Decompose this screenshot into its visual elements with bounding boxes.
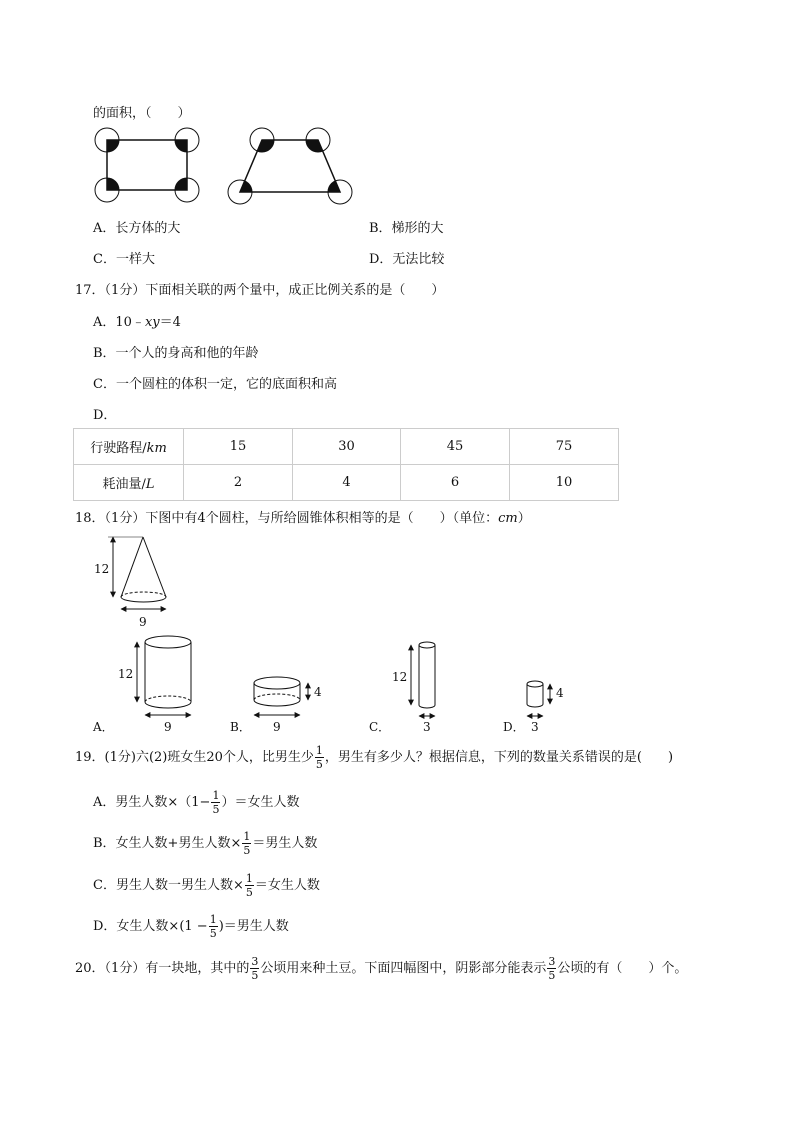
table-cell: 15: [184, 429, 293, 465]
q16-stem-tail: 的面积，（ ）: [93, 106, 191, 121]
table-cell: 30: [293, 429, 401, 465]
cone-diameter-label: 9: [139, 615, 147, 629]
cyl-c-option-label: C．: [369, 720, 391, 734]
cyl-c-height-label: 12: [392, 670, 408, 684]
cylinder-c-figure: [369, 642, 435, 734]
q17-option-b[interactable]: B．一个人的身高和他的年龄: [93, 346, 259, 361]
table-cell: 10: [510, 465, 619, 501]
q19-option-a[interactable]: A．男生人数×（1− $\frac{1}{5}$ ）＝女生人数: [93, 789, 300, 816]
cyl-a-diameter-label: 9: [164, 720, 172, 734]
q16-option-a[interactable]: A．长方体的大: [93, 221, 181, 236]
cone-height-label: 12: [94, 562, 110, 576]
cyl-d-option-label: D．: [503, 720, 525, 734]
q18-stem: 18．（1分）下图中有4个圆柱，与所给圆锥体积相等的是（ ）（单位：cm）: [75, 511, 531, 526]
row-header-distance: 行驶路程/km: [74, 429, 184, 465]
cylinder-a-figure: [92, 636, 191, 734]
q20-stem: 20．（1分）有一块地，其中的 $\frac{3}{5}$ 公顷用来种土豆。下面四幅图中，阴影部分能表示 $\frac{3}{5}$ 公顷的有（ ）个。: [75, 955, 688, 982]
cyl-b-height-label: 4: [314, 685, 322, 699]
q19-option-b[interactable]: B．女生人数+男生人数× $\frac{1}{5}$ ＝男生人数: [93, 830, 318, 857]
fraction-three-fifths: $\frac{3}{5}$: [251, 955, 259, 982]
cyl-a-option-label: A．: [93, 720, 114, 734]
table-cell: 75: [510, 429, 619, 465]
q17-stem: 17．（1分）下面相关联的两个量中，成正比例关系的是（ ）: [75, 283, 445, 298]
q19-stem: 19．(1分)六(2)班女生20个人，比男生少 $\frac{1}{5}$ ，男生有多少人？根据信息，下列的数量关系错误的是( ): [75, 744, 674, 771]
cone-figure: [94, 537, 166, 629]
q17-a-tail: ＝4: [159, 315, 181, 330]
row-header-fuel: 耗油量/L: [74, 465, 184, 501]
table-cell: 4: [293, 465, 401, 501]
cyl-a-height-label: 12: [118, 667, 134, 681]
cylinder-d-figure: [503, 681, 564, 734]
q17-option-d[interactable]: D．: [93, 408, 117, 423]
table-cell: 45: [401, 429, 510, 465]
q19-option-d[interactable]: D．女生人数×(1 − $\frac{1}{5}$ )＝男生人数: [93, 913, 289, 940]
q16-option-b[interactable]: B．梯形的大: [369, 221, 444, 236]
cyl-c-diameter-label: 3: [423, 720, 431, 734]
table-cell: 6: [401, 465, 510, 501]
q19-option-c[interactable]: C．男生人数一男生人数× $\frac{1}{5}$ ＝女生人数: [93, 872, 320, 899]
fraction-one-fifth: $\frac{1}{5}$: [315, 744, 323, 771]
cyl-b-option-label: B．: [230, 720, 251, 734]
q16-option-c[interactable]: C．一样大: [93, 252, 155, 267]
cyl-b-diameter-label: 9: [273, 720, 281, 734]
q16-option-d[interactable]: D．无法比较: [369, 252, 445, 267]
cyl-d-diameter-label: 3: [531, 720, 539, 734]
cylinder-b-figure: [230, 677, 322, 734]
q17-a-label: A．10﹣: [93, 315, 145, 330]
q17-option-c[interactable]: C．一个圆柱的体积一定，它的底面积和高: [93, 377, 337, 392]
table-cell: 2: [184, 465, 293, 501]
cyl-d-height-label: 4: [556, 686, 564, 700]
q17-a-var: xy: [144, 315, 160, 330]
